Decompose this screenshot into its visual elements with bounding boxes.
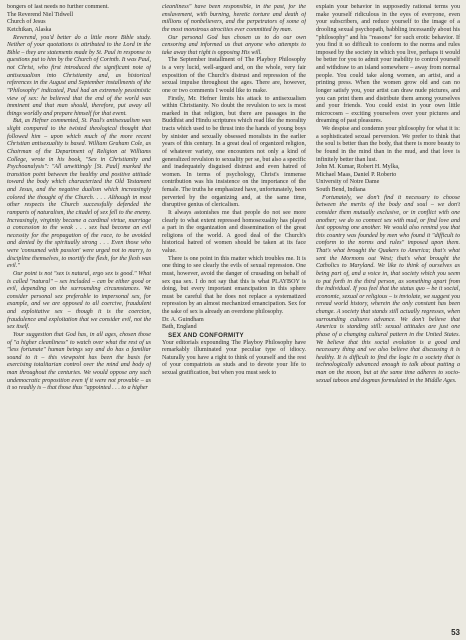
letters-column-1 — [7, 4, 151, 393]
letter-paragraph: cleanliness" have been responsible, in the past, for the enslavement, with burning, heretic torture and death of millions of nonbelievers, and the perpetrators of some of the most monstrous atrocities ever committed by man. — [162, 4, 306, 33]
letter-paragraph: Our personal God has chosen us to do our own censoring and informed us that anyone who attempts to take away that right is opposing His will. — [162, 34, 306, 56]
letter-paragraph: There is one point in this matter which troubles me. It is one thing to see clearly the evils of sexual repression. One must, however, avoid the danger of crusading on behalf of sex qua sex. I do not say that this is what PLAYBOY is doing, but every important emancipation in this sphere must be careful that he does not replace a systematized repression by an almost mechanized emancipation. Sex for the sake of sex is already an overdone philosophy. — [162, 255, 306, 315]
signature-line: John M. Kumar, Robert H. Mylka, — [316, 164, 400, 171]
signature-line: University of Notre Dame — [316, 179, 380, 186]
letter-paragraph: Fortunately, we don't find it necessary to choose between the merits of the body and soul – we don't consider them mutually exclusive, or in conflict with one another; we do so connect sex with mud, or find love and lust opposing one another. We would also remind you that this country was founded by men who found it "difficult to conform to the norms and rules" imposed upon them. That's what brought the Quakers to America; that's what sent the Mormons out West; that's what brought the Catholics to Maryland. We like to think of ourselves as being part of, and a voice in, that society which you seem to put forth in the third person, as something apart from the individual. If you feel that the status quo – be it social, economic, sexual or religious – is inviolate, we suggest you reread world history, wherein the only constant has been change. A society that stands still actually regresses, when surrounding cultures advance. We don't believe that America is standing still: sexual attitudes are just one phase of a changing cultural pattern in the United States. We believe that this social evolution is a good and necessary thing and we also believe that discussing it is healthy. It is difficult to find the logic in a society that is technologically advanced enough to talk about putting a man on the moon, but at the same time adheres to socio-sexual taboos and dogmas formulated in the Middle Ages. — [316, 194, 460, 384]
signature-line: South Bend, Indiana — [316, 187, 366, 193]
letters-column-2 — [162, 4, 306, 378]
letter-paragraph: But, as Hefner commented, St. Paul's antisexualism was slight compared to the twisted theological thought that followed him – upon which much of the more recent Christian antisexuality is based. William Graham Cole, as Chairman of the Department of Religion at Williams College, wrote in his book, "Sex in Christianity and Psychoanalysis": "All unwittingly [St. Paul] marked the transition point between the healthy and positive attitude toward the body which characterized the Old Testament and Jesus, and the negative dualism which increasingly colored the thought of the Church. . . . Although in most other respects the Church successfully defended the ramparts of naturalism, the citadel of sex fell to the enemy. Increasingly, virginity became a cardinal virtue, marriage a concession to the weak . . . sex had become an evil necessity for the propagation of the race, to be avoided and denied by the spiritually strong . . . Even those who were 'consumed with passion' were urged not to marry, to discipline themselves, to mortify the flesh, for the flesh was evil." — [7, 118, 151, 270]
letter-signature — [316, 164, 460, 195]
signature-line: Church of Jesus — [7, 19, 46, 26]
letter-paragraph: It always astonishes me that people do not see more clearly to what extent repressed homosexuality has played a part in the organization and dissemination of the great religions of the world. A good deal of the Church's historical hatred of women should be taken at its face value. — [162, 209, 306, 254]
section-heading: SEX AND CONFORMITY — [168, 331, 244, 339]
letter-paragraph: Our point is not "sex is natural, ergo sex is good." What is called "natural" – sex included – can be either good or evil, depending on the surrounding circumstances. We consider personal sex preferable to impersonal sex, for example, and we are opposed to all coercive, fraudulent and exploitative sex – though it is the coercion, fraudulence and exploitation that we consider evil, not the sex itself. — [7, 270, 151, 331]
letter-signature — [162, 317, 306, 332]
signature-line: Dr. A. Guindham — [162, 316, 204, 323]
letter-signature — [7, 12, 151, 35]
letter-paragraph: Reverend, you'd better do a little more Bible study. Neither of your quotations is attributed to the Lord in the Bible – they are statements made by St. Paul in response to questions put to him by the Church of Corinth. It was Paul, not Christ, who first introduced the significant note of antisexualism into Christianity and, as historical references in the August and September installments of the "Philosophy" indicated, Paul had an extremely pessimistic view of sex: he believed that the end of the world was imminent and that man should, therefore, put away all things worldly and prepare himself for that event. — [7, 34, 151, 117]
signature-line: Bath, England — [162, 324, 197, 331]
page-number: 53 — [451, 628, 460, 637]
letters-column-3 — [316, 4, 460, 385]
letter-paragraph: bongers of last needs no further comment. — [7, 4, 109, 10]
letter-paragraph: Your suggestion that God has, in all ages, chosen those of "a higher cleanliness" to watch over what the rest of us "less fortunate" human beings say and do has a familiar sound to it – this viewpoint has been the basis for exercising totalitarian control over the mind and body of man throughout the centuries. We would oppose any such undemocratic proposition even if it were not provable – as it so readily is – that those thus "appointed . . . to a higher — [7, 331, 151, 392]
letter-paragraph: explain your behavior in supposedly rational terms you make yourself ridiculous in the eyes of everyone, even your subscribers, and reduce yourself to the image of a drooling sexual psychopath, babbling incessantly about his "philosophy" and his "reasons" for such erotic behavior. If you find it so difficult to conform to the norms and rules imposed by the society in which you live, perhaps it would be better for you to admit your inability to control yourself and withdraw to an island somewhere – away from normal people. You could take along women, an artist, and a printing press. When the women grow old and can no longer satisfy you, your artist can draw nude pictures, and you can print them and distribute them among yourselves and your friends. You could exist in your own little microcosm – exciting yourselves over your pictures and dreaming of past pleasures. — [316, 4, 460, 125]
letter-paragraph: Firstly, Mr. Hefner limits his attack to antisexualism within Christianity. No doubt the revulsion to sex is most marked in that religion, but there are passages in the Buddhist and Hindu scriptures which read like the morality tracts which used to be thrust into the hands of young boys by sinister and sexually obsessed moralists in the earlier years of this century. In a great deal of organized religion, of whatever variety, one encounters not only a kind of generalized revulsion to sexuality per se, but also a specific and inadequately disguised distrust and even hatred of women. In terms of psychology, Christ's immense contribution was his insistence on the importance of the female. The truths he emphasized have, unfortunately, been perverted by the organizing and, at the same time, disruptive genius of clericalism. — [162, 95, 306, 209]
letter-paragraph: The September installment of The Playboy Philosophy is a very lucid, well-argued and, on the whole, very fair exposition of the Church's distrust and repression of the sexual impulse throughout the ages. There are, however, one or two comments I would like to make. — [162, 57, 306, 94]
signature-line: Ketchikan, Alaska — [7, 26, 52, 33]
signature-line: The Reverend Niel Tidwell — [7, 11, 74, 18]
signature-line: Michael Maas, Daniel P. Roberto — [316, 171, 397, 178]
letter-paragraph: We despise and condemn your philosophy for what it is: a sophisticated sexual perversion. We prefer to think that the soul is better than the body, that there is more beauty to be found in the mind than in the mud, and that love is infinitely better than lust. — [316, 126, 460, 163]
letter-paragraph: Your editorials expounding The Playboy Philosophy have remarkably illuminated your peculiar type of idiocy. Naturally you have a right to think of yourself and the rest of your compatriots as studs and to devote your life to sexual gratification, but when you must seek to — [162, 339, 306, 376]
